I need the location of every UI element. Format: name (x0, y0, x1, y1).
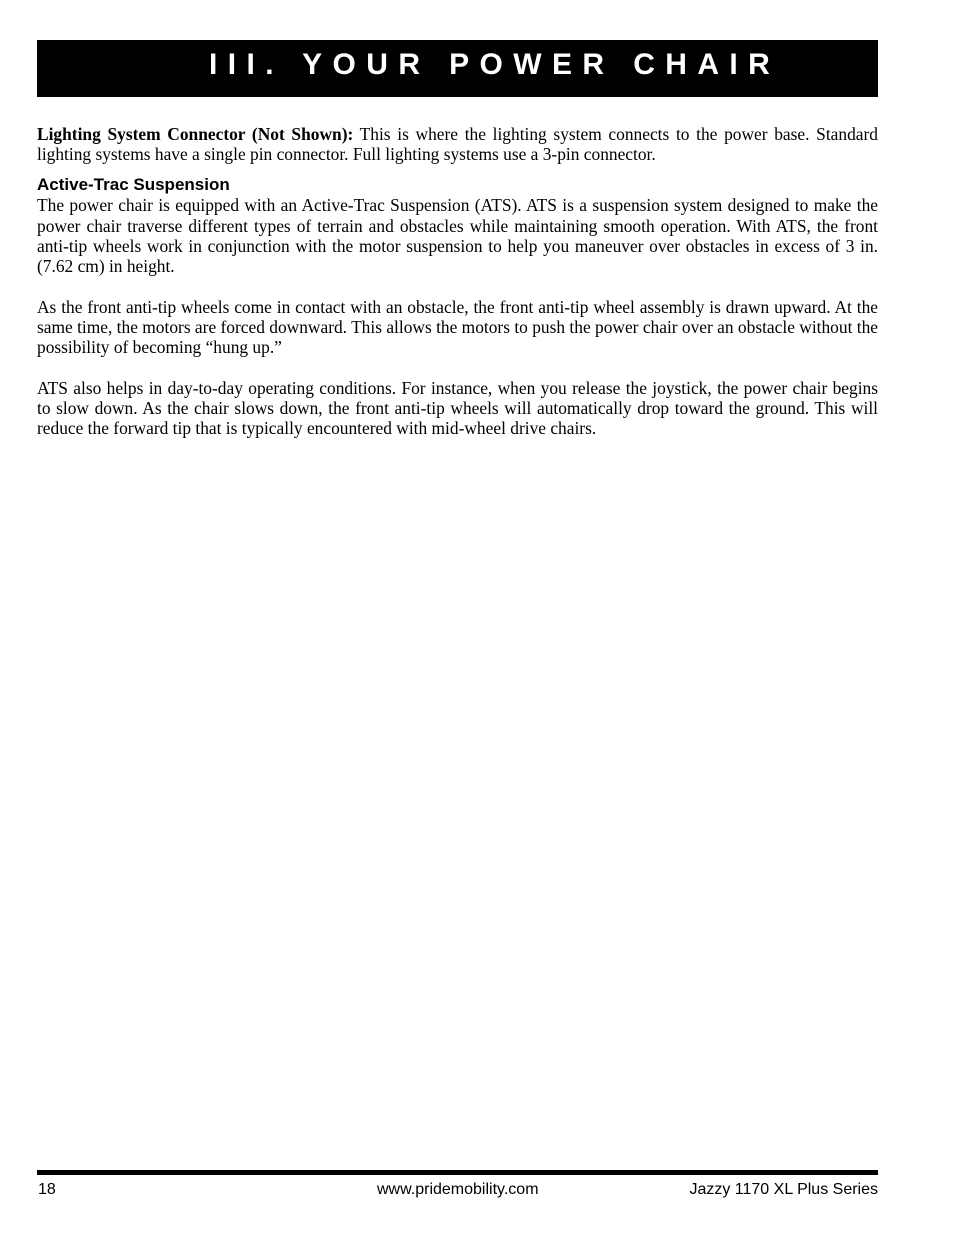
ats-paragraph-2: As the front anti-tip wheels come in contact with an obstacle, the front anti-tip wheel assembly is drawn upward. At the same time, the motors are forced downward. This allows the motors to push the power chair over an obstacle without the possibility of becoming “hung up.” (37, 296, 878, 358)
page-footer (37, 1180, 878, 1200)
page-content (37, 124, 878, 438)
footer-product-series: Jazzy 1170 XL Plus Series (689, 1181, 878, 1198)
ats-paragraph-3: ATS also helps in day-to-day operating conditions. For instance, when you release the joystick, the power chair begins to slow down. As the chair slows down, the front anti-tip wheels will automatically drop toward the ground. This will reduce the forward tip that is typically encountered with mid-wheel drive chairs. (37, 377, 878, 439)
section-heading-active-trac: Active-Trac Suspension (37, 175, 230, 195)
chapter-header-bar (37, 40, 878, 97)
footer-rule (37, 1170, 878, 1175)
chapter-title: III. YOUR POWER CHAIR (209, 48, 781, 81)
page-number: 18 (38, 1181, 56, 1198)
lighting-connector-paragraph (37, 124, 878, 164)
ats-paragraph-1: The power chair is equipped with an Active-Trac Suspension (ATS). ATS is a suspension system designed to make the power chair traverse different types of terrain and obstacles while maintaining smooth operation. With ATS, the front anti-tip wheels work in conjunction with the motor suspension to help you maneuver over obstacles in excess of 3 in. (7.62 cm) in height. (37, 195, 878, 277)
lighting-connector-label: Lighting System Connector (Not Shown): (37, 124, 354, 144)
lighting-connector-text: This is where the lighting system connects to the power base. Standard lighting systems have a single pin connector. Full lighting systems use a 3-pin connector. (37, 124, 878, 165)
footer-website: www.pridemobility.com (377, 1181, 539, 1198)
